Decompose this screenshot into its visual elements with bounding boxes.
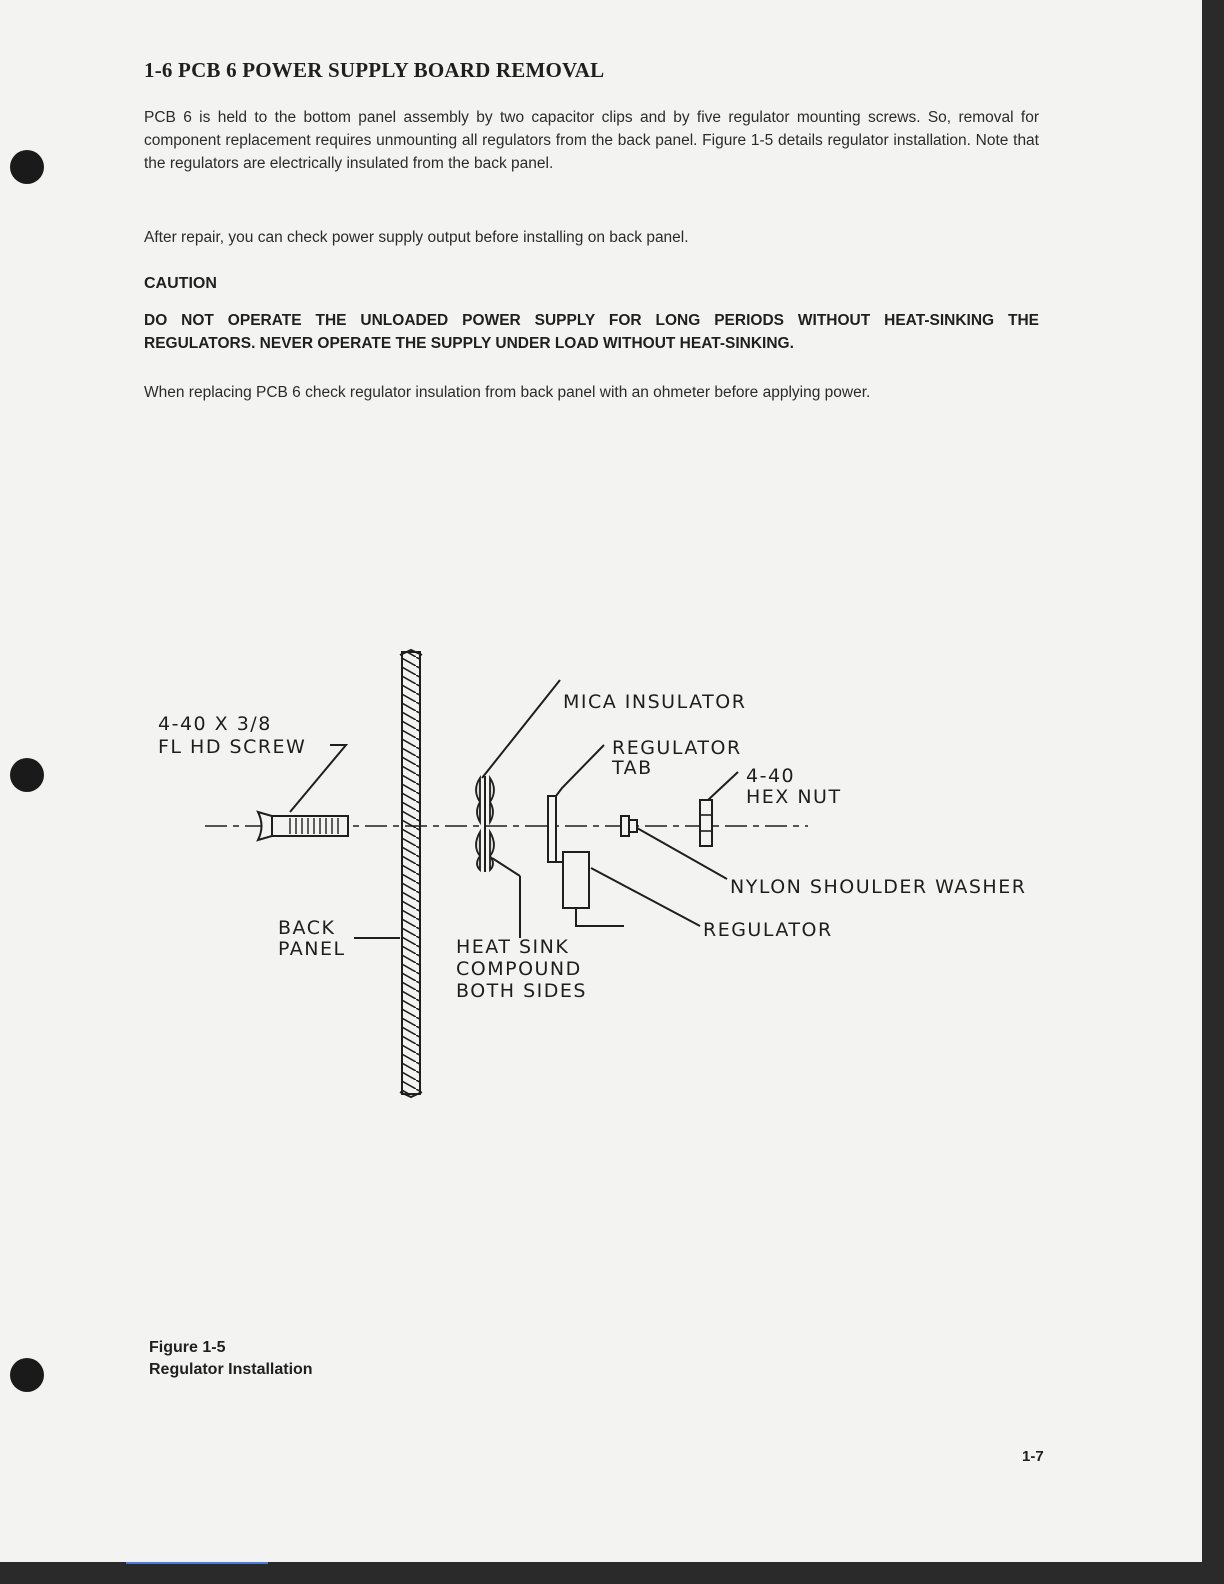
heat-sink-label-line3: BOTH SIDES xyxy=(456,980,587,1002)
back-panel-label-line1: BACK xyxy=(278,917,336,939)
regulator-shape xyxy=(548,796,624,926)
page-number: 1-7 xyxy=(1022,1448,1044,1465)
back-panel-label-line2: PANEL xyxy=(278,938,346,960)
flat-head-screw-shape xyxy=(258,812,348,840)
regulator-label: REGULATOR xyxy=(703,919,833,941)
nylon-washer-label: NYLON SHOULDER WASHER xyxy=(730,876,1027,898)
nylon-shoulder-washer-shape xyxy=(621,816,637,836)
caution-text: DO NOT OPERATE THE UNLOADED POWER SUPPLY FOR LONG PERIODS WITHOUT HEAT-SINKING THE REGULATORS. NEVER OPERATE THE SUPPLY UNDER LOAD WITHOUT HEAT-SINKING. xyxy=(144,312,1039,352)
screw-label-line2: FL HD SCREW xyxy=(158,736,307,758)
hex-nut-shape xyxy=(700,800,712,846)
screw-label-line1: 4-40 X 3/8 xyxy=(158,713,272,735)
hex-nut-label-line2: HEX NUT xyxy=(746,786,842,808)
paragraph-after-repair: After repair, you can check power supply output before installing on back panel. xyxy=(144,229,689,246)
mica-insulator-label: MICA INSULATOR xyxy=(563,691,747,713)
mica-insulator-shape xyxy=(476,776,494,872)
leader-lines xyxy=(290,680,738,938)
regulator-tab-label-line2: TAB xyxy=(612,757,653,779)
regulator-tab-label-line1: REGULATOR xyxy=(612,737,742,759)
caution-label: CAUTION xyxy=(144,275,217,292)
figure-caption-title: Regulator Installation xyxy=(149,1361,313,1378)
paragraph-replacing: When replacing PCB 6 check regulator insulation from back panel with an ohmeter before applying power. xyxy=(144,384,871,401)
hex-nut-label-line1: 4-40 xyxy=(746,765,796,787)
section-title: 1-6 PCB 6 POWER SUPPLY BOARD REMOVAL xyxy=(144,58,605,82)
figure-caption-number: Figure 1-5 xyxy=(149,1339,226,1356)
heat-sink-label-line1: HEAT SINK xyxy=(456,936,570,958)
back-panel-shape xyxy=(400,650,422,1097)
paragraph-intro: PCB 6 is held to the bottom panel assembly by two capacitor clips and by five regulator mounting screws. So, removal for component replacement requires unmounting all regulators from the back panel. Figure 1-5 details regulator installation. Note that the regulators are electrically insulated from the back panel. xyxy=(144,109,1039,172)
heat-sink-label-line2: COMPOUND xyxy=(456,958,582,980)
